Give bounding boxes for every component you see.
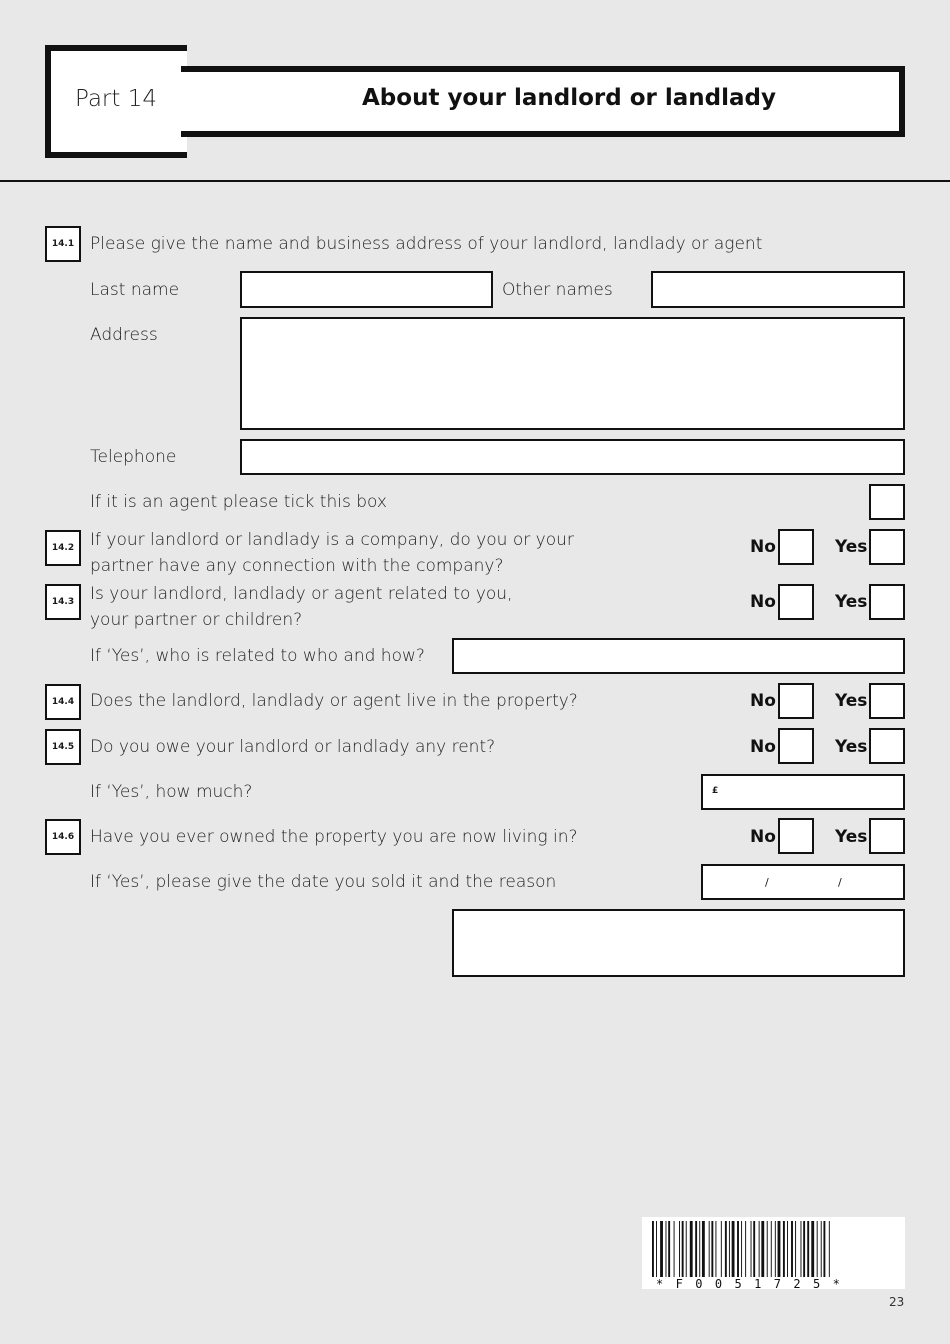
page-number: 23 (889, 1295, 905, 1309)
question-14-5-text: Do you owe your landlord or landlady any rent? (90, 737, 496, 757)
address-field[interactable] (240, 317, 905, 430)
telephone-label: Telephone (90, 447, 177, 467)
question-number-14-5: 14.5 (45, 729, 81, 765)
question-number-14-6: 14.6 (45, 819, 81, 855)
no-label: No (750, 737, 776, 757)
question-14-6-followup: If ‘Yes’, please give the date you sold it and the reason (90, 872, 557, 892)
barcode-bars (652, 1221, 895, 1277)
sale-reason-field[interactable] (452, 909, 905, 977)
question-14-4-text: Does the landlord, landlady or agent live in the property? (90, 691, 578, 711)
no-label: No (750, 592, 776, 612)
question-14-3-line1: Is your landlord, landlady or agent related to you, (90, 584, 513, 604)
question-14-3-line2: your partner or children? (90, 610, 303, 630)
q14-3-no-checkbox[interactable] (778, 584, 814, 620)
question-number-14-4: 14.4 (45, 684, 81, 720)
relation-details-field[interactable] (452, 638, 905, 674)
telephone-field[interactable] (240, 439, 905, 475)
question-14-1-text: Please give the name and business address of your landlord, landlady or agent (90, 234, 763, 254)
yes-label: Yes (835, 537, 868, 557)
q14-4-no-checkbox[interactable] (778, 683, 814, 719)
address-label: Address (90, 325, 158, 345)
no-label: No (750, 537, 776, 557)
no-label: No (750, 827, 776, 847)
no-label: No (750, 691, 776, 711)
yes-label: Yes (835, 737, 868, 757)
yes-label: Yes (835, 592, 868, 612)
rent-owed-field[interactable] (701, 774, 905, 810)
currency-symbol: £ (712, 786, 719, 796)
date-separator: / (765, 876, 769, 889)
yes-label: Yes (835, 691, 868, 711)
question-14-3-followup: If ‘Yes’, who is related to who and how? (90, 646, 425, 666)
date-separator: / (838, 876, 842, 889)
question-number-14-3: 14.3 (45, 584, 81, 620)
q14-3-yes-checkbox[interactable] (869, 584, 905, 620)
q14-2-no-checkbox[interactable] (778, 529, 814, 565)
q14-6-no-checkbox[interactable] (778, 818, 814, 854)
q14-5-no-checkbox[interactable] (778, 728, 814, 764)
question-14-6-text: Have you ever owned the property you are now living in? (90, 827, 578, 847)
other-names-field[interactable] (651, 271, 905, 308)
q14-4-yes-checkbox[interactable] (869, 683, 905, 719)
yes-label: Yes (835, 827, 868, 847)
question-14-5-followup: If ‘Yes’, how much? (90, 782, 253, 802)
question-number-14-1: 14.1 (45, 226, 81, 262)
question-14-2-line2: partner have any connection with the company? (90, 556, 504, 576)
part-label: Part 14 (75, 86, 157, 112)
page-title: About your landlord or landlady (362, 85, 776, 111)
date-sold-field[interactable] (701, 864, 905, 900)
question-14-2-line1: If your landlord or landlady is a company, do you or your (90, 530, 574, 550)
last-name-field[interactable] (240, 271, 493, 308)
q14-6-yes-checkbox[interactable] (869, 818, 905, 854)
q14-2-yes-checkbox[interactable] (869, 529, 905, 565)
last-name-label: Last name (90, 280, 180, 300)
question-number-14-2: 14.2 (45, 530, 81, 566)
agent-checkbox[interactable] (869, 484, 905, 520)
header-divider (0, 180, 950, 182)
barcode-text: *F0051725* (656, 1277, 853, 1291)
barcode (642, 1217, 905, 1289)
agent-label: If it is an agent please tick this box (90, 492, 387, 512)
other-names-label: Other names (502, 280, 613, 300)
q14-5-yes-checkbox[interactable] (869, 728, 905, 764)
